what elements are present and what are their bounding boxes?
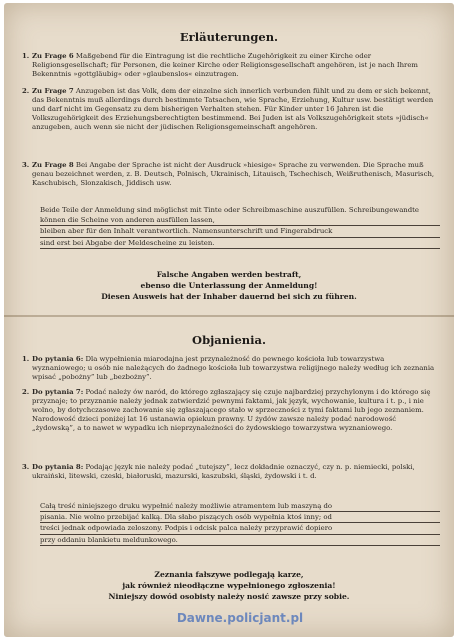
- polish-section-title: Objanienia.: [192, 333, 266, 347]
- note-line: sind erst bei Abgabe der Meldescheine zu leisten.: [40, 238, 440, 249]
- item-number: 1.: [22, 355, 30, 363]
- warning-line: jak również nieodłączne wypełnionego zgłoszenia!: [122, 581, 336, 590]
- item-text: Maßgebend für die Eintragung ist die rechtliche Zugehörigkeit zu einer Kirche oder Religionsgesellschaft; für Personen, die keiner Kirche oder Religionsgesellschaft angehören, ist je nach Ihrem Bekenntnis »gottgläubig« oder »glaubenslos« einzutragen.: [32, 52, 418, 78]
- polish-warning: [4, 569, 454, 602]
- polish-filling-note: [40, 501, 440, 546]
- german-item-3: [22, 161, 440, 188]
- warning-line: Falsche Angaben werden bestraft,: [156, 270, 302, 279]
- note-line: przy oddaniu blankietu meldunkowego.: [40, 535, 440, 546]
- note-line: Całą treść niniejszego druku wypełnić należy możliwie atramentem lub maszyną do: [40, 501, 440, 512]
- item-lead: Do pytania 6:: [32, 355, 84, 363]
- warning-line: Diesen Ausweis hat der Inhaber dauernd bei sich zu führen.: [101, 292, 357, 301]
- polish-item-2: [22, 388, 440, 433]
- item-number: 2.: [22, 388, 30, 396]
- item-number: 1.: [22, 52, 30, 60]
- item-number: 3.: [22, 161, 30, 169]
- polish-item-1: [22, 355, 440, 382]
- german-section-title: Erläuterungen.: [179, 30, 279, 44]
- warning-line: ebenso die Unterlassung der Anmeldung!: [140, 281, 318, 290]
- fold-line: [4, 315, 454, 317]
- warning-line: Zeznania fałszywe podlegają karze,: [154, 570, 304, 579]
- note-line: pisania. Nie wolno przebijać kalką. Dla słabo piszących osób wypełnia ktoś inny; od: [40, 512, 440, 523]
- german-filling-note: [40, 205, 440, 249]
- item-number: 2.: [22, 87, 30, 95]
- item-lead: Zu Frage 6: [32, 52, 74, 60]
- item-lead: Zu Frage 8: [32, 161, 74, 169]
- item-text: Podać należy ów naród, do którego zgłaszający się czuje najbardziej przychylonym i do którego się przyznaje; to przyznanie należy jednak zatwierdzić pewnymi faktami, jak język, wychowanie, kultura i t. p., i nie wolno, by dotychczasowe zachowanie się zgłaszającego stało w sprzeczności z tymi faktami lub jego zeznaniem. Narodowość dzieci poniżej lat 16 ustanawia opiekun prawny. U żydów zawsze należy podać narodowość „żydowską”, a to nawet w wypadku ich nieprzynależności do żydowskiego towarzystwa wyznaniowego.: [32, 388, 431, 432]
- note-line: treści jednak odpowiada zeloszony. Podpis i odcisk palca należy przyprawić dopiero: [40, 523, 440, 534]
- polish-item-3: [22, 463, 440, 481]
- german-item-2: [22, 87, 440, 132]
- item-text: Podając język nie należy podać „tutejszy”, lecz dokładnie oznaczyć, czy n. p. niemiecki, polski, ukraiński, litewski, czeski, białoruski, mazurski, kaszubski, śląski, żydowski i t. d.: [32, 463, 415, 480]
- german-warning: [4, 269, 454, 302]
- german-item-1: [22, 52, 440, 79]
- site-watermark: Dawne.policjant.pl: [176, 611, 304, 625]
- note-line: bleiben aber für den Inhalt verantwortlich. Namensunterschrift und Fingerabdruck: [40, 226, 440, 237]
- item-text: Anzugeben ist das Volk, dem der einzelne sich innerlich verbunden fühlt und zu dem er sich bekennt, das Bekenntnis muß allerdings durch bestimmte Tatsachen, wie Sprache, Erziehung, Kultur usw. bestätigt werden und darf nicht im Gegensatz zu dem bisherigen Verhalten stehen. Für Kinder unter 16 Jahren ist die Volkszugehörigkeit des Erziehungsberechtigten bestimmend. Bei Juden ist als Volkszugehörigkeit stets »jüdisch« anzugeben, auch wenn sie nicht der jüdischen Religionsgemeinschaft angehören.: [32, 87, 434, 131]
- warning-line: Niniejszy dowód osobisty należy nosić zawsze przy sobie.: [108, 592, 350, 601]
- item-lead: Do pytania 8:: [32, 463, 84, 471]
- item-lead: Do pytania 7:: [32, 388, 84, 396]
- item-lead: Zu Frage 7: [32, 87, 74, 95]
- item-text: Bei Angabe der Sprache ist nicht der Ausdruck »hiesige« Sprache zu verwenden. Die Sprache muß genau bezeichnet werden, z. B. Deutsch, Polnisch, Ukrainisch, Litauisch, Tschechisch, Weißruthenisch, Masurisch, Kaschubisch, Slonzakisch, Jiddisch usw.: [32, 161, 435, 187]
- note-line: Beide Teile der Anmeldung sind möglichst mit Tinte oder Schreibmaschine auszufüllen. Schreibungewandte können die Scheine von anderen ausfüllen lassen,: [40, 205, 440, 226]
- item-number: 3.: [22, 463, 30, 471]
- document-sheet: [4, 3, 454, 637]
- item-text: Dla wypełnienia miarodajna jest przynależność do pewnego kościoła lub towarzystwa wyznaniowego; u osób nie należących do żadnego kościoła lub towarzystwa religijnego należy według ich zeznania wpisać „pobożny” lub „bezbożny”.: [32, 355, 435, 381]
